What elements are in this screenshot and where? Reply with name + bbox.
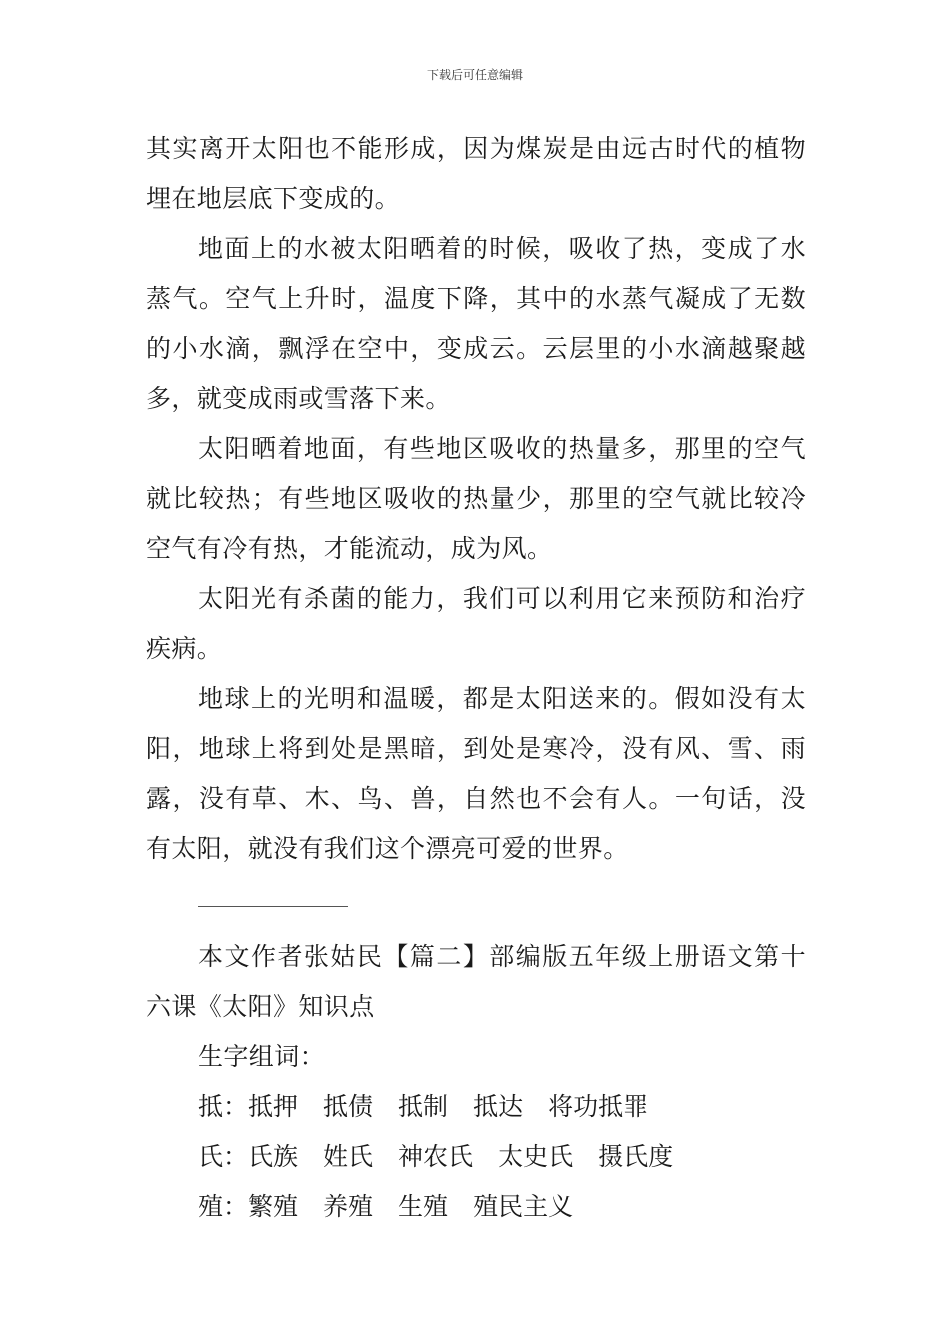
- word-item: 生殖: [398, 1192, 449, 1221]
- word-item: 抵押: [248, 1092, 299, 1121]
- word-group-char: 氏：: [198, 1142, 249, 1171]
- paragraph-author-section: 本文作者张姑民【篇二】部编版五年级上册语文第十六课《太阳》知识点: [146, 942, 806, 1021]
- word-group-di: [146, 1082, 806, 1132]
- word-item: 太史氏: [498, 1142, 574, 1171]
- word-item: 将功抵罪: [548, 1092, 649, 1121]
- page-header: 下载后可任意编辑: [426, 68, 523, 82]
- word-item: 抵债: [323, 1092, 374, 1121]
- word-item: 姓氏: [323, 1142, 374, 1171]
- paragraph-coal: 其实离开太阳也不能形成，因为煤炭是由远古时代的植物埋在地层底下变成的。: [146, 134, 806, 213]
- word-group-char: 殖：: [198, 1192, 249, 1221]
- separator-line: [198, 906, 348, 907]
- word-item: 摄氏度: [598, 1142, 674, 1171]
- paragraph-wind: 太阳晒着地面，有些地区吸收的热量多，那里的空气就比较热；有些地区吸收的热量少，那里的空气就比较冷空气有冷有热，才能流动，成为风。: [146, 434, 806, 563]
- word-item: 繁殖: [248, 1192, 299, 1221]
- paragraph-clouds-rain: 地面上的水被太阳晒着的时候，吸收了热，变成了水蒸气。空气上升时，温度下降，其中的水蒸气凝成了无数的小水滴，飘浮在空中，变成云。云层里的小水滴越聚越多，就变成雨或雪落下来。: [146, 234, 806, 413]
- word-group-char: 抵：: [198, 1092, 249, 1121]
- document-body: [146, 124, 806, 1232]
- word-group-zhi: [146, 1182, 806, 1232]
- word-item: 抵制: [398, 1092, 449, 1121]
- word-item: 神农氏: [398, 1142, 474, 1171]
- word-group-shi: [146, 1132, 806, 1182]
- word-item: 殖民主义: [473, 1192, 574, 1221]
- paragraph-sterilize: 太阳光有杀菌的能力，我们可以利用它来预防和治疗疾病。: [146, 584, 806, 663]
- word-item: 氏族: [248, 1142, 299, 1171]
- paragraph-no-sun: 地球上的光明和温暖，都是太阳送来的。假如没有太阳，地球上将到处是黑暗，到处是寒冷，没有风、雪、雨露，没有草、木、鸟、兽，自然也不会有人。一句话，没有太阳，就没有我们这个漂亮可爱的世界。: [146, 684, 806, 863]
- word-section-title: 生字组词：: [198, 1042, 326, 1071]
- word-item: 抵达: [473, 1092, 524, 1121]
- word-item: 养殖: [323, 1192, 374, 1221]
- footnote-separator: [146, 874, 806, 932]
